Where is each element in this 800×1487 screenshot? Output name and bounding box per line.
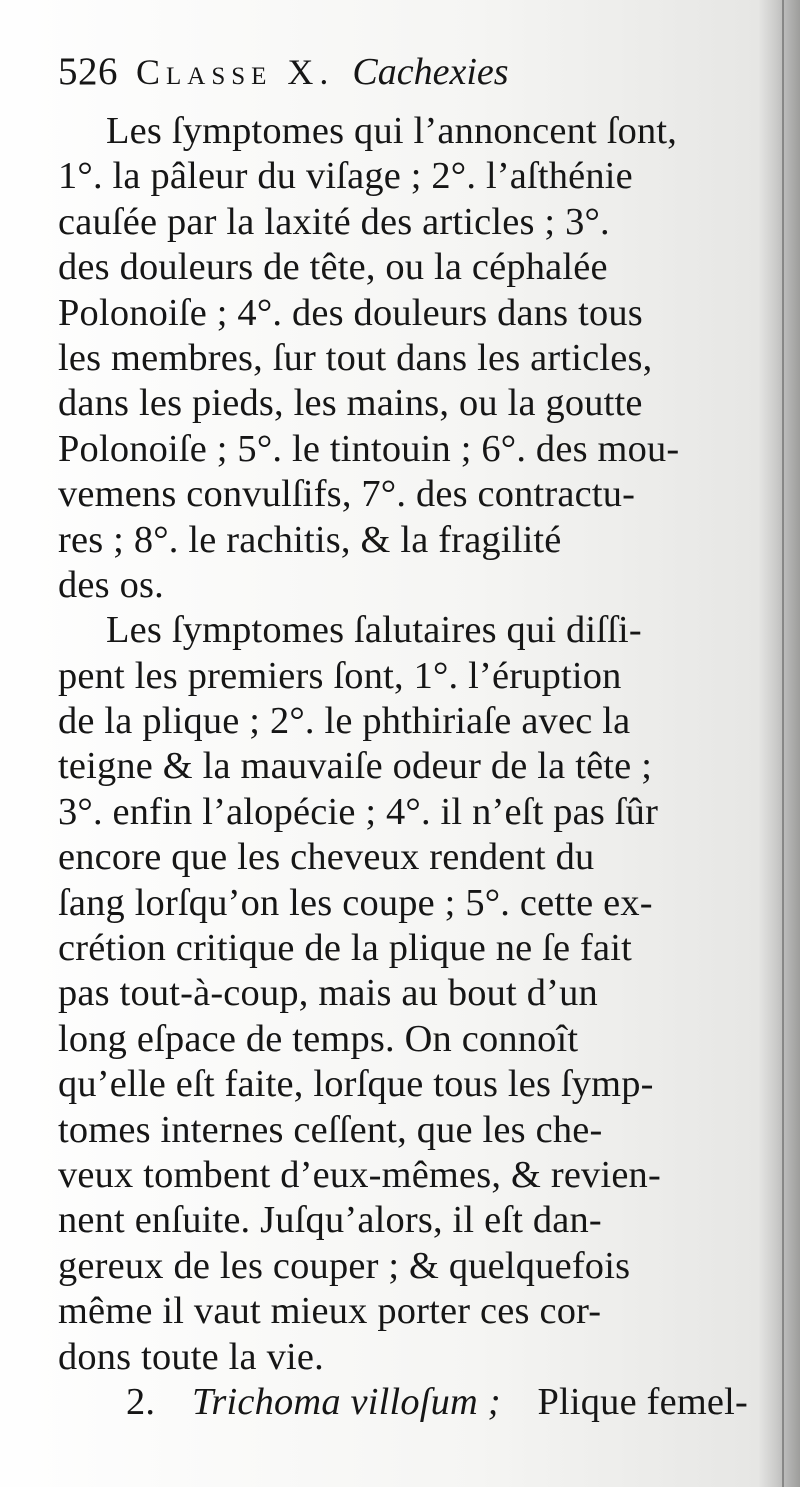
text-line: les membres, ſur tout dans les articles,	[58, 336, 653, 379]
entry-latin-name: Trichoma villoſum ;	[191, 1380, 501, 1423]
entry-number: 2.	[126, 1380, 156, 1423]
text-line: Polonoiſe ; 4°. des douleurs dans tous	[58, 291, 643, 334]
text-line: des douleurs de tête, ou la céphalée	[58, 246, 608, 289]
text-line: gereux de les couper ; & quelquefois	[58, 1244, 631, 1287]
text-line: de la plique ; 2°. le phthiriaſe avec la	[58, 700, 631, 743]
entry-french-name: Plique femel-	[537, 1380, 748, 1423]
page-number: 526	[58, 50, 118, 93]
text-line: qu’elle eſt faite, lorſque tous les ſymp-	[58, 1063, 654, 1106]
body-text	[58, 109, 748, 1425]
text-line: cauſée par la laxité des articles ; 3°.	[58, 200, 610, 243]
text-line: 1°. la pâleur du viſage ; 2°. l’aſthénie	[58, 155, 633, 198]
text-line: tomes internes ceſſent, que les che-	[58, 1108, 603, 1151]
text-line: Les ſymptomes ſalutaires qui diſſi-	[106, 609, 642, 652]
page-header	[58, 52, 748, 91]
text-line: 3°. enfin l’alopécie ; 4°. il n’eſt pas ſûr	[58, 790, 659, 833]
text-line: Polonoiſe ; 5°. le tintouin ; 6°. des mou-	[58, 427, 680, 470]
text-line: pent les premiers ſont, 1°. l’éruption	[58, 654, 622, 697]
text-line: dans les pieds, les mains, ou la goutte	[58, 382, 643, 425]
text-line: veux tombent d’eux-mêmes, & revien-	[58, 1153, 661, 1196]
text-line: long eſpace de temps. On connoît	[58, 1017, 579, 1060]
text-line: encore que les cheveux rendent du	[58, 836, 595, 879]
text-line: Les ſymptomes qui l’annoncent ſont,	[106, 110, 678, 152]
text-line: res ; 8°. le rachitis, & la fragilité	[58, 518, 562, 561]
text-line: vemens convulſifs, 7°. des contractu-	[58, 473, 636, 516]
text-line: teigne & la mauvaiſe odeur de la tête ;	[58, 745, 653, 788]
next-entry-line	[58, 1380, 748, 1425]
text-line: ſang lorſqu’on les coupe ; 5°. cette ex-	[58, 881, 653, 924]
text-line: nent enſuite. Juſqu’alors, il eſt dan-	[58, 1199, 602, 1242]
text-line: même il vaut mieux porter ces cor-	[58, 1290, 602, 1333]
text-line: dons toute la vie.	[58, 1335, 324, 1378]
page-edge	[782, 0, 784, 1487]
text-line: des os.	[58, 563, 164, 606]
class-title: Classe X.	[136, 52, 335, 92]
text-line: pas tout-à-coup, mais au bout d’un	[58, 972, 598, 1015]
section-title: Cachexies	[352, 51, 509, 93]
text-line: crétion critique de la plique ne ſe fait	[58, 927, 633, 970]
page-content	[58, 52, 748, 1425]
